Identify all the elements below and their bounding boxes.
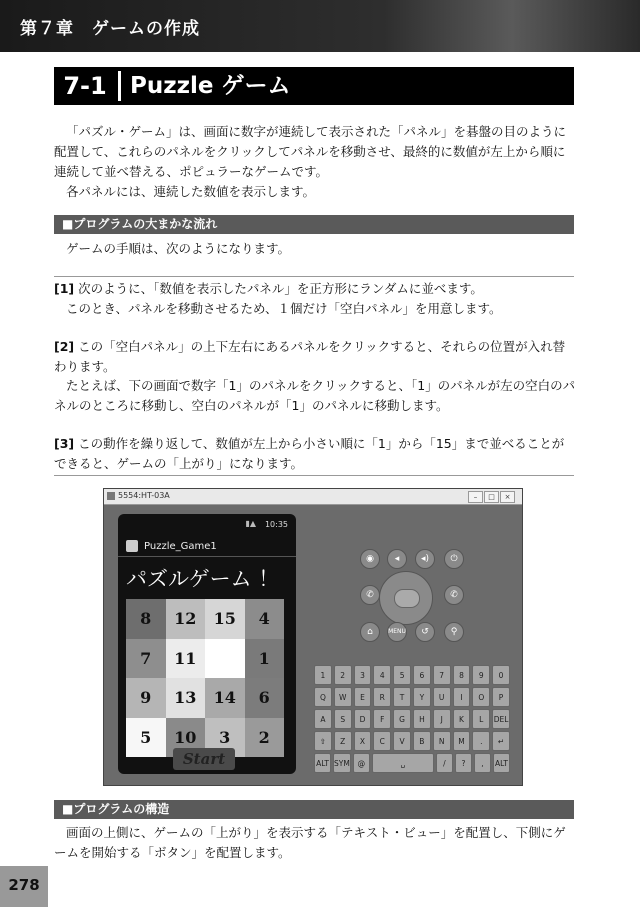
volume-up-icon[interactable]: ◂) [415,549,435,569]
status-time: 10:35 [264,520,288,529]
structure-text: 画面の上側に、ゲームの「上がり」を表示する「テキスト・ビュー」を配置し、下側にゲームを開始する「ボタン」を配置します。 [54,825,566,860]
keyboard-key[interactable]: N [433,731,451,751]
keyboard-key[interactable]: 6 [413,665,431,685]
section-heading [54,67,574,105]
keyboard-key[interactable]: G [393,709,411,729]
dpad-center-button[interactable] [394,589,420,608]
puzzle-tile[interactable]: 3 [205,718,245,758]
keyboard-key[interactable]: C [373,731,391,751]
puzzle-tile[interactable]: 12 [166,599,206,639]
intro-paragraph-1: 「パズル・ゲーム」は、画面に数字が連続して表示された「パネル」を碁盤の目のように配置して、これらのパネルをクリックしてパネルを移動させ、最終的に数値が左上から順に連続して並べ替える、ポピュラーなゲームです。 [54,124,567,179]
menu-button[interactable]: MENU [387,622,407,642]
keyboard-key[interactable]: K [453,709,471,729]
dpad-control[interactable] [379,571,433,625]
puzzle-tile[interactable]: 6 [245,678,285,718]
puzzle-tile[interactable]: 1 [245,639,285,679]
keyboard-key[interactable]: E [354,687,372,707]
puzzle-tile[interactable]: 13 [166,678,206,718]
blank-tile[interactable] [205,639,245,679]
keyboard-key[interactable]: B [413,731,431,751]
emulator-keyboard [314,665,510,773]
keyboard-key[interactable]: 5 [393,665,411,685]
phone-screen [118,514,296,774]
keyboard-row [314,687,510,707]
keyboard-key[interactable]: P [492,687,510,707]
signal-battery-icon: ▮▲ [245,519,256,528]
keyboard-key[interactable]: 7 [433,665,451,685]
keyboard-key[interactable]: Z [334,731,352,751]
section-number: 7-1 [63,72,107,100]
step-1 [54,279,576,299]
step-2-detail: たとえば、下の画面で数字「1」のパネルをクリックすると、「1」のパネルが左の空白のパネルのところに移動し、空白のパネルが「1」のパネルに移動します。 [54,378,576,413]
page-number: 278 [8,876,40,894]
puzzle-tile[interactable]: 9 [126,678,166,718]
minimize-button[interactable]: – [468,491,483,503]
keyboard-key[interactable]: D [354,709,372,729]
keyboard-key[interactable]: J [433,709,451,729]
page-number-box [0,866,48,907]
app-action-bar [118,536,296,557]
keyboard-key[interactable]: , [474,753,491,773]
flow-heading: ■プログラムの大まかな流れ [54,215,574,234]
keyboard-key[interactable]: 1 [314,665,332,685]
power-icon[interactable]: ⏻ [444,549,464,569]
search-icon[interactable]: ⚲ [444,622,464,642]
emulator-window-title: 5554:HT-03A [118,491,170,500]
close-button[interactable]: × [500,491,515,503]
keyboard-key[interactable]: ? [455,753,472,773]
keyboard-row [314,709,510,729]
step-label: [2] [54,339,75,354]
keyboard-key[interactable]: ␣ [372,753,434,773]
step-2 [54,337,576,377]
keyboard-key[interactable]: S [334,709,352,729]
keyboard-key[interactable]: ↵ [492,731,510,751]
keyboard-key[interactable]: 9 [472,665,490,685]
step-label: [1] [54,281,75,296]
divider-rule [54,475,574,476]
app-launcher-icon [126,540,138,552]
keyboard-row [314,731,510,751]
flow-lead: ゲームの手順は、次のようになります。 [66,241,291,256]
chapter-title: 第７章 ゲームの作成 [20,19,200,39]
keyboard-key[interactable]: 0 [492,665,510,685]
keyboard-key[interactable]: 8 [453,665,471,685]
keyboard-key[interactable]: ⇧ [314,731,332,751]
keyboard-key[interactable]: Y [413,687,431,707]
keyboard-key[interactable]: @ [353,753,370,773]
keyboard-key[interactable]: A [314,709,332,729]
keyboard-key[interactable]: W [334,687,352,707]
end-call-icon[interactable]: ✆ [444,585,464,605]
keyboard-key[interactable]: T [393,687,411,707]
step-3 [54,434,576,474]
keyboard-key[interactable]: U [433,687,451,707]
puzzle-grid [126,599,284,757]
puzzle-title: パズルゲーム ！ [126,567,280,591]
structure-heading: ■プログラムの構造 [54,800,574,819]
puzzle-tile[interactable]: 8 [126,599,166,639]
call-icon[interactable]: ✆ [360,585,380,605]
step-text: 次のように、「数値を表示したパネル」を正方形にランダムに並べます。 [78,281,483,296]
keyboard-key[interactable]: V [393,731,411,751]
keyboard-key[interactable]: ALT [314,753,331,773]
maximize-button[interactable]: □ [484,491,499,503]
keyboard-row [314,665,510,685]
emulator-titlebar [104,489,522,505]
keyboard-key[interactable]: R [373,687,391,707]
camera-button-icon[interactable]: ◉ [360,549,380,569]
puzzle-tile[interactable]: 5 [126,718,166,758]
puzzle-tile[interactable]: 7 [126,639,166,679]
keyboard-key[interactable]: 3 [354,665,372,685]
puzzle-tile[interactable]: 15 [205,599,245,639]
keyboard-row [314,753,510,773]
keyboard-key[interactable]: 2 [334,665,352,685]
emulator-app-icon [107,492,115,500]
keyboard-key[interactable]: H [413,709,431,729]
puzzle-tile[interactable]: 10 [166,718,206,758]
keyboard-key[interactable]: L [472,709,490,729]
divider-rule [54,276,574,277]
keyboard-key[interactable]: O [472,687,490,707]
step-label: [3] [54,436,75,451]
volume-down-icon[interactable]: ◂ [387,549,407,569]
home-icon[interactable]: ⌂ [360,622,380,642]
step-text: この「空白パネル」の上下左右にあるパネルをクリックすると、それらの位置が入れ替わります。 [54,339,566,374]
keyboard-key[interactable]: Q [314,687,332,707]
puzzle-tile[interactable]: 2 [245,718,285,758]
section-title: Puzzle ゲーム [130,73,291,99]
back-icon[interactable]: ↺ [415,622,435,642]
step-1-detail: このとき、パネルを移動させるため、１個だけ「空白パネル」を用意します。 [66,301,502,316]
keyboard-key[interactable]: X [354,731,372,751]
app-title: Puzzle_Game1 [144,541,217,552]
step-text: この動作を繰り返して、数値が左上から小さい順に「1」から「15」まで並べることができると、ゲームの「上がり」になります。 [54,436,565,471]
puzzle-tile[interactable]: 14 [205,678,245,718]
section-divider [118,71,121,101]
start-button[interactable]: Start [173,748,235,770]
keyboard-key[interactable]: / [436,753,453,773]
puzzle-tile[interactable]: 4 [245,599,285,639]
keyboard-key[interactable]: SYM [333,753,351,773]
chapter-header-bar [0,0,640,52]
keyboard-key[interactable]: I [453,687,471,707]
puzzle-tile[interactable]: 11 [166,639,206,679]
keyboard-key[interactable]: F [373,709,391,729]
emulator-window [103,488,523,786]
keyboard-key[interactable]: ALT [493,753,510,773]
keyboard-key[interactable]: M [453,731,471,751]
status-bar [118,516,296,532]
keyboard-key[interactable]: 4 [373,665,391,685]
intro-paragraph-2: 各パネルには、連続した数値を表示します。 [66,184,316,199]
keyboard-key[interactable]: . [472,731,490,751]
keyboard-key[interactable]: DEL [492,709,510,729]
